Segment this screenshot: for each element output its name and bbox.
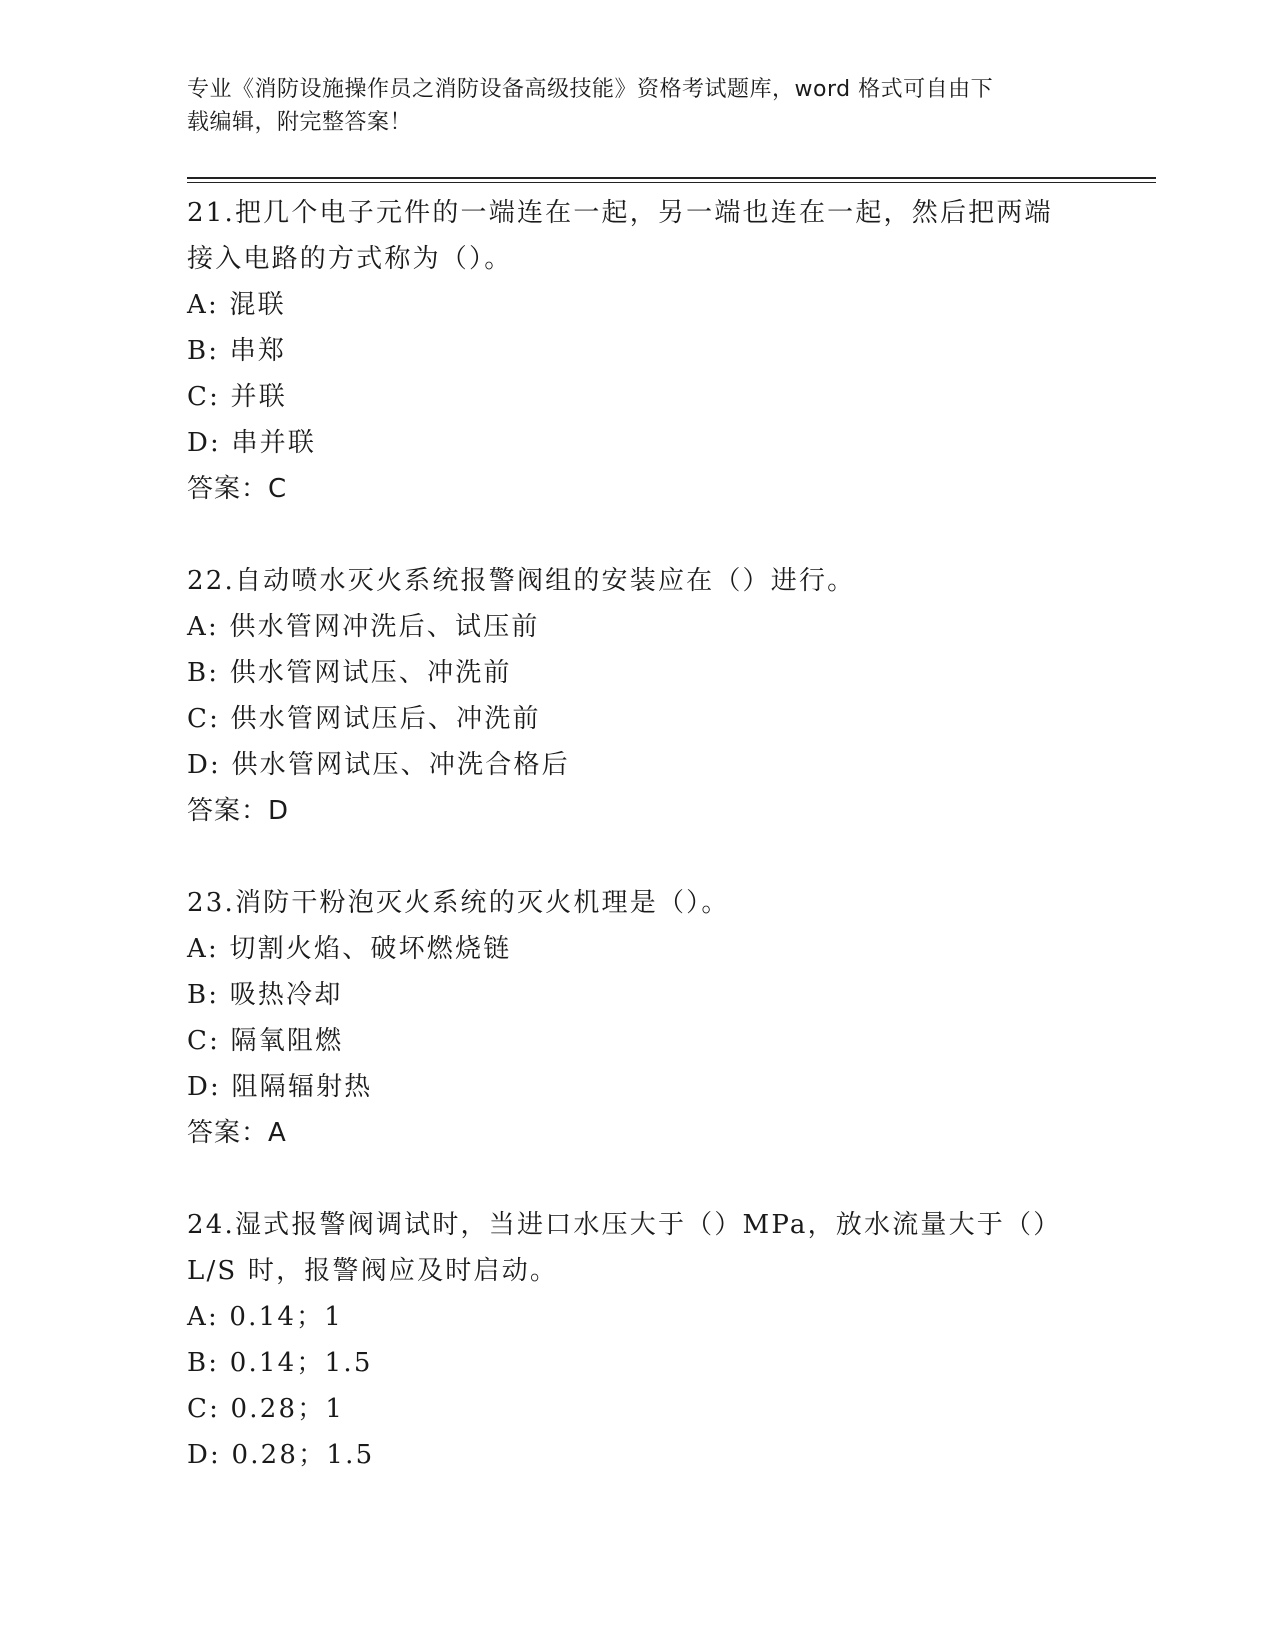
option-a: A: 供水管网冲洗后、试压前 — [187, 612, 540, 642]
answer: 答案：D — [187, 796, 290, 826]
option-b: B: 0.14；1.5 — [187, 1348, 373, 1378]
option-d: D: 阻隔辐射热 — [187, 1072, 373, 1102]
header-line-1: 专业《消防设施操作员之消防设备高级技能》资格考试题库，word 格式可自由下 — [187, 77, 994, 102]
option-d: D: 0.28；1.5 — [187, 1440, 375, 1470]
option-c: C: 并联 — [187, 382, 287, 412]
option-a: A: 0.14；1 — [187, 1302, 344, 1332]
option-a: A: 切割火焰、破坏燃烧链 — [187, 934, 512, 964]
question-23 — [187, 880, 1087, 1156]
option-c: C: 隔氧阻燃 — [187, 1026, 344, 1056]
option-c: C: 0.28；1 — [187, 1394, 345, 1424]
option-b: B: 串郑 — [187, 336, 287, 366]
question-list — [187, 190, 1087, 1478]
answer: 答案：C — [187, 474, 288, 504]
option-b: B: 吸热冷却 — [187, 980, 343, 1010]
option-a: A: 混联 — [187, 290, 286, 320]
question-22 — [187, 558, 1087, 834]
question-24 — [187, 1202, 1087, 1478]
question-21 — [187, 190, 1087, 512]
option-d: D: 串并联 — [187, 428, 317, 458]
header-rule-thin — [187, 182, 1156, 183]
answer: 答案：A — [187, 1118, 287, 1148]
header-line-2: 载编辑，附完整答案！ — [187, 110, 413, 135]
question-stem: 24.湿式报警阀调试时，当进口水压大于（）MPa，放水流量大于（） — [187, 1210, 1062, 1240]
option-c: C: 供水管网试压后、冲洗前 — [187, 704, 541, 734]
option-d: D: 供水管网试压、冲洗合格后 — [187, 750, 570, 780]
option-b: B: 供水管网试压、冲洗前 — [187, 658, 512, 688]
question-stem-cont: 接入电路的方式称为（）。 — [187, 244, 513, 274]
header-rule-thick — [187, 177, 1156, 179]
question-stem: 21.把几个电子元件的一端连在一起，另一端也连在一起，然后把两端 — [187, 198, 1053, 228]
question-stem: 23.消防干粉泡灭火系统的灭火机理是（）。 — [187, 888, 730, 918]
question-stem-cont: L/S 时，报警阀应及时启动。 — [187, 1256, 559, 1286]
question-stem: 22.自动喷水灭火系统报警阀组的安装应在（）进行。 — [187, 566, 856, 596]
page-header — [187, 73, 1087, 139]
